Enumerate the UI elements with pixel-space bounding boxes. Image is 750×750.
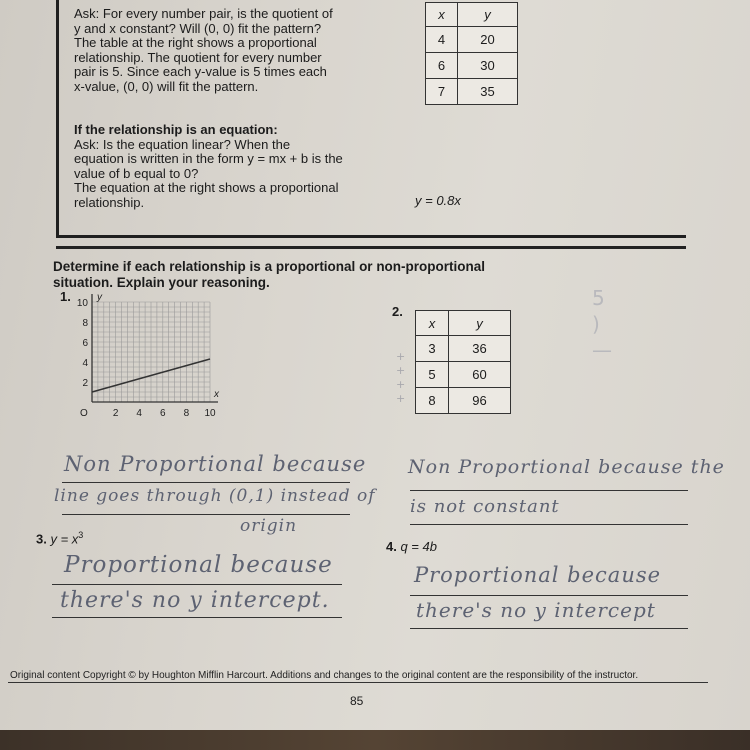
table-cell: 4 — [426, 27, 458, 53]
table-row — [416, 362, 511, 388]
table-cell: 36 — [449, 336, 511, 362]
text-line: pair is 5. Since each y-value is 5 times each — [74, 64, 327, 79]
section-divider — [56, 246, 686, 249]
pencil-scribble: + + + + — [396, 350, 406, 405]
answer-line — [410, 490, 688, 491]
answer-line — [410, 628, 688, 629]
problem-3-exponent: 3 — [78, 530, 84, 540]
problem-1-graph — [70, 290, 230, 440]
problem-3-number: 3. — [36, 531, 47, 547]
problem-4-number: 4. — [386, 539, 397, 554]
text-line: value of b equal to 0? — [74, 165, 199, 181]
answer-line — [52, 617, 342, 618]
text-line: The equation at the right shows a proportional — [74, 180, 339, 195]
origin-label: O — [80, 408, 88, 419]
text-line: x-value, (0, 0) will fit the pattern. — [74, 78, 259, 94]
problem-2-answer-line-1: Non Proportional because the — [408, 456, 725, 478]
x-tick-label: 10 — [204, 408, 216, 419]
instructions — [53, 259, 485, 290]
table-cell: 35 — [457, 79, 517, 105]
y-tick-labels — [77, 298, 89, 389]
table-row — [416, 388, 511, 414]
y-tick-label: 8 — [82, 318, 88, 329]
pencil-scribble: 5 ) — — [592, 286, 612, 362]
problem-4-equation: q = 4b — [400, 539, 437, 554]
top-explanation — [74, 7, 333, 94]
problem-4-answer-line-1: Proportional because — [414, 563, 662, 587]
text-line: equation is written in the form y = mx + b is the — [74, 151, 343, 166]
problem-1-answer-line-2: line goes through (0,1) instead of — [54, 486, 376, 506]
text-line: Ask: Is the equation linear? When the — [74, 136, 291, 152]
text-line: Ask: For every number pair, is the quotient of — [74, 6, 333, 21]
copyright-notice: Original content Copyright © by Houghton Mifflin Harcourt. Additions and changes to the original content are the responsibility of the instructor. — [10, 670, 639, 681]
x-tick-label: 2 — [112, 408, 119, 419]
instruction-line: Determine if each relationship is a proportional or non-proportional — [53, 259, 486, 274]
table-cell: 3 — [416, 336, 449, 362]
table-cell: 96 — [449, 388, 511, 414]
table-row — [426, 79, 518, 105]
y-tick-label: 6 — [82, 338, 88, 349]
box-bottom-border — [56, 235, 686, 238]
answer-line — [62, 482, 350, 483]
answer-line — [410, 524, 688, 525]
table-cell: 20 — [457, 27, 517, 53]
table-cell: 5 — [416, 362, 449, 388]
table-cell: 30 — [457, 53, 517, 79]
problem-1-number: 1. — [60, 289, 71, 304]
problem-1-answer-line-1: Non Proportional because — [64, 452, 367, 476]
top-table — [425, 2, 518, 105]
problem-4-answer-line-2: there's no y intercept — [416, 598, 656, 622]
text-line: relationship. — [74, 194, 145, 210]
table-cell: 60 — [449, 362, 511, 388]
text-line: relationship. The quotient for every number — [74, 49, 322, 65]
y-tick-label: 10 — [76, 298, 88, 309]
table-row — [416, 336, 511, 362]
table-cell: 8 — [416, 388, 449, 414]
problem-4 — [386, 540, 437, 555]
y-tick-label: 2 — [82, 378, 88, 389]
text-line: The table at the right shows a proportional — [74, 35, 317, 50]
table-header-y: y — [457, 3, 517, 27]
x-axis-label: x — [214, 389, 219, 400]
table-header-x: x — [416, 311, 449, 336]
x-tick-labels — [113, 408, 216, 419]
answer-line — [52, 584, 342, 585]
problem-3 — [36, 528, 83, 547]
example-equation: y = 0.8x — [415, 193, 461, 208]
footer-rule — [8, 682, 708, 683]
x-tick-label: 4 — [136, 408, 142, 419]
table-row — [426, 53, 518, 79]
problem-2-table — [415, 310, 511, 414]
problem-3-equation: y = x — [50, 531, 79, 547]
table-header-y: y — [449, 311, 511, 336]
table-cell: 7 — [426, 79, 458, 105]
y-tick-label: 4 — [82, 358, 88, 369]
x-tick-label: 6 — [160, 408, 166, 419]
page-number: 85 — [350, 694, 364, 708]
box-left-border — [56, 0, 59, 236]
text-line: y and x constant? Will (0, 0) fit the pattern? — [74, 20, 322, 36]
problem-2-answer-line-2: is not constant — [410, 496, 560, 517]
answer-line — [410, 595, 688, 596]
table-header-x: x — [426, 3, 458, 27]
y-axis-label: y — [97, 292, 102, 303]
desk-edge — [0, 730, 750, 750]
table-row — [426, 27, 518, 53]
problem-2-number: 2. — [392, 304, 403, 319]
answer-line — [62, 514, 350, 515]
table-cell: 6 — [426, 53, 458, 79]
instruction-line: situation. Explain your reasoning. — [53, 274, 270, 290]
equation-explanation — [74, 123, 343, 210]
problem-1-answer-line-3: origin — [240, 516, 298, 536]
x-tick-label: 8 — [183, 408, 190, 419]
equation-heading: If the relationship is an equation: — [74, 122, 278, 137]
problem-3-answer-line-1: Proportional because — [64, 552, 333, 578]
problem-3-answer-line-2: there's no y intercept. — [60, 588, 330, 613]
